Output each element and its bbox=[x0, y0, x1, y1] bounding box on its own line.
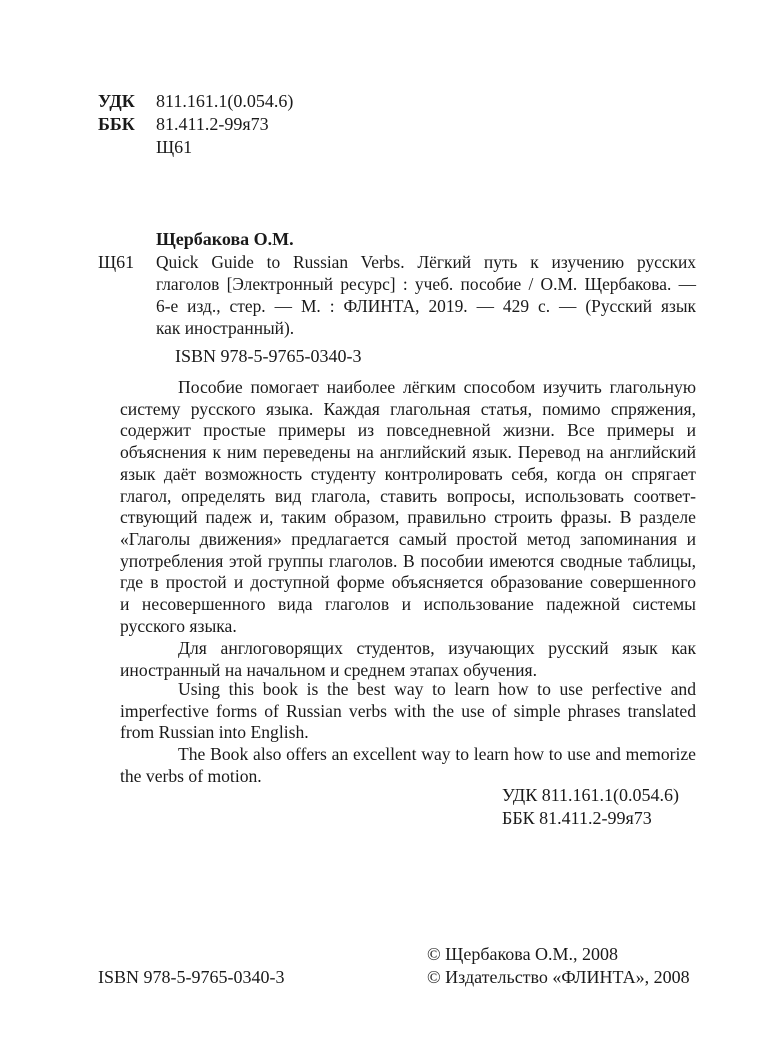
record-author: Щербакова О.М. bbox=[156, 229, 294, 249]
description-line: глаголов [Электронный ресурс] : учеб. пособие / О.М. Щербакова. — bbox=[156, 274, 696, 294]
annotation-line: объяснения к ним переведены на английский язык. Перевод на английский bbox=[120, 442, 696, 463]
annotation-ru-paragraph-2 bbox=[120, 638, 696, 681]
annotation-line: Пособие помогает наиболее лёгким способом изучить глагольную bbox=[178, 377, 696, 397]
annotation-ru-paragraph-1 bbox=[120, 377, 696, 637]
record-description bbox=[156, 251, 696, 339]
bbk-line bbox=[98, 113, 269, 135]
annotation-en-paragraph-2 bbox=[120, 744, 696, 787]
annotation-line: содержит простые примеры из повседневной жизни. Все примеры и bbox=[120, 420, 696, 441]
annotation-line: язык даёт возможность студенту контролировать себя, когда он спрягает bbox=[120, 463, 696, 484]
footer-isbn: ISBN 978-5-9765-0340-3 bbox=[98, 967, 285, 987]
annotation-line: The Book also offers an excellent way to learn how to use and memorize bbox=[178, 744, 696, 764]
annotation-line: систему русского языка. Каждая глагольная статья, помимо спряжения, bbox=[120, 398, 696, 419]
author-mark-top: Щ61 bbox=[156, 137, 193, 157]
annotation-line: Using this book is the best way to learn how to use perfective and bbox=[178, 679, 696, 699]
udk-label: УДК bbox=[98, 91, 135, 111]
udk-value: 811.161.1(0.054.6) bbox=[156, 91, 294, 111]
annotation-line: глагол, определять вид глагола, ставить вопросы, использовать соответ- bbox=[120, 485, 696, 506]
annotation-line: и несовершенного вида глаголов и использование падежной системы bbox=[120, 594, 696, 615]
annotation-en-paragraph-1 bbox=[120, 679, 696, 744]
record-author-mark: Щ61 bbox=[98, 252, 135, 272]
udk-line bbox=[98, 90, 293, 112]
description-line: как иностранный). bbox=[156, 318, 295, 338]
annotation-line: «Глаголы движения» предлагается самый простой метод запоминания и bbox=[120, 528, 696, 549]
annotation-line: употребления этой группы глаголов. В пособии имеются сводные таблицы, bbox=[120, 550, 696, 571]
annotation-line: the verbs of motion. bbox=[120, 765, 262, 786]
annotation-line: иностранный на начальном и среднем этапах обучения. bbox=[120, 659, 538, 680]
annotation-line: ствующий падеж и, таким образом, правильно строить фразы. В разделе bbox=[120, 507, 696, 528]
bbk-value: 81.411.2-99я73 bbox=[156, 114, 269, 134]
copyright-publisher: © Издательство «ФЛИНТА», 2008 bbox=[427, 967, 690, 987]
annotation-line: from Russian into English. bbox=[120, 722, 309, 743]
udk-bottom: УДК 811.161.1(0.054.6) bbox=[502, 785, 680, 805]
annotation-line: где в простой и доступной форме объясняется образование совершенного bbox=[120, 572, 696, 593]
annotation-line: русского языка. bbox=[120, 615, 237, 636]
bbk-label: ББК bbox=[98, 114, 135, 134]
description-line: Quick Guide to Russian Verbs. Лёгкий путь к изучению русских bbox=[156, 252, 696, 272]
description-line: 6-е изд., стер. — М. : ФЛИНТА, 2019. — 429 с. — (Русский язык bbox=[156, 296, 696, 316]
annotation-line: Для англоговорящих студентов, изучающих русский язык как bbox=[178, 638, 696, 658]
bbk-bottom: ББК 81.411.2-99я73 bbox=[502, 808, 652, 828]
record-isbn: ISBN 978-5-9765-0340-3 bbox=[175, 346, 362, 366]
copyright-author: © Щербакова О.М., 2008 bbox=[427, 944, 619, 964]
annotation-line: imperfective forms of Russian verbs with the use of simple phrases translated bbox=[120, 700, 696, 721]
